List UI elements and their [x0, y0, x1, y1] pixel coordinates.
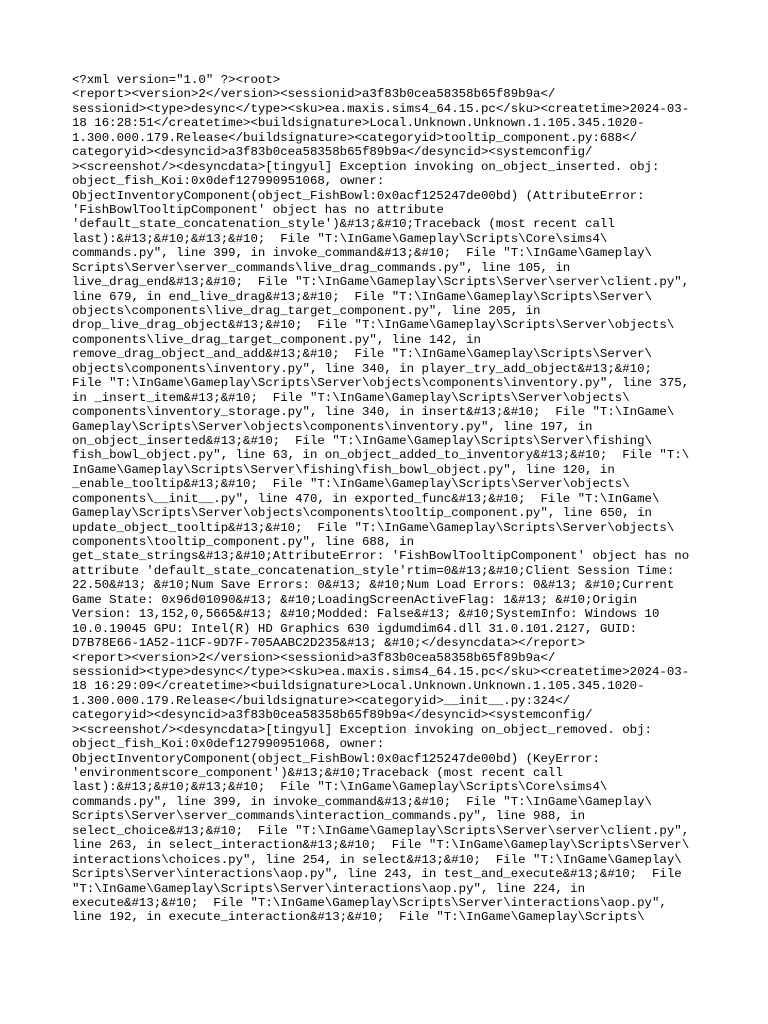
document-line: drop_live_drag_object&#13;&#10; File "T:\InGame\Gameplay\Scripts\Server\objects\	[72, 318, 675, 333]
document-line: _enable_tooltip&#13;&#10; File "T:\InGame\Gameplay\Scripts\Server\objects\	[72, 477, 630, 492]
document-line: commands.py", line 399, in invoke_command&#13;&#10; File "T:\InGame\Gameplay\	[72, 794, 652, 809]
document-line: object_fish_Koi:0x0def127990951068, owner:	[72, 174, 385, 189]
document-line: 1.300.000.179.Release</buildsignature><categoryid>__init__.py:324</	[72, 693, 571, 708]
document-line: 'FishBowlTooltipComponent' object has no attribute	[72, 202, 444, 217]
document-line: in _insert_item&#13;&#10; File "T:\InGame\Gameplay\Scripts\Server\objects\	[72, 390, 630, 405]
document-line: categoryid><desyncid>a3f83b0cea58358b65f89b9a</desyncid><systemconfig/	[72, 708, 593, 723]
document-line: Gameplay\Scripts\Server\objects\components\tooltip_component.py", line 650, in	[72, 506, 652, 521]
document-line: on_object_inserted&#13;&#10; File "T:\InGame\Gameplay\Scripts\Server\fishing\	[72, 433, 652, 448]
document-line: <report><version>2</version><sessionid>a3f83b0cea58358b65f89b9a</	[72, 650, 556, 665]
document-line: 10.0.19045 GPU: Intel(R) HD Graphics 630 igdumdim64.dll 31.0.101.2127, GUID:	[72, 621, 638, 636]
document-line: sessionid><type>desync</type><sku>ea.maxis.sims4_64.15.pc</sku><createtime>2024-03-	[72, 101, 690, 116]
document-line: 18 16:29:09</createtime><buildsignature>Local.Unknown.Unknown.1.105.345.1020-	[72, 679, 645, 694]
document-line: object_fish_Koi:0x0def127990951068, owner:	[72, 737, 385, 752]
document-line: last):&#13;&#10;&#13;&#10; File "T:\InGame\Gameplay\Scripts\Core\sims4\	[72, 231, 608, 246]
document-line: components\__init__.py", line 470, in exported_func&#13;&#10; File "T:\InGame\	[72, 491, 660, 506]
document-line: live_drag_end&#13;&#10; File "T:\InGame\Gameplay\Scripts\Server\server\client.py",	[72, 275, 690, 290]
document-line: fish_bowl_object.py", line 63, in on_object_added_to_inventory&#13;&#10; File "T:\	[72, 448, 690, 463]
document-line: "T:\InGame\Gameplay\Scripts\Server\interactions\aop.py", line 224, in	[72, 881, 586, 896]
document-line: Game State: 0x96d01090&#13; &#10;LoadingScreenActiveFlag: 1&#13; &#10;Origin	[72, 592, 638, 607]
document-line: D7B78E66-1A52-11CF-9D7F-705AABC2D235&#13; &#10;</desyncdata></report>	[72, 636, 586, 651]
document-line: objects\components\live_drag_target_component.py", line 205, in	[72, 304, 541, 318]
document-text	[72, 73, 712, 925]
document-line: line 679, in end_live_drag&#13;&#10; File "T:\InGame\Gameplay\Scripts\Server\	[72, 289, 652, 304]
document-line: line 263, in select_interaction&#13;&#10; File "T:\InGame\Gameplay\Scripts\Server\	[72, 838, 690, 853]
document-line: execute&#13;&#10; File "T:\InGame\Gameplay\Scripts\Server\interactions\aop.py",	[72, 895, 667, 910]
document-line: get_state_strings&#13;&#10;AttributeError: 'FishBowlTooltipComponent' object has no	[72, 549, 690, 564]
document-line: ObjectInventoryComponent(object_FishBowl:0x0acf125247de00bd) (KeyError:	[72, 751, 600, 766]
document-line: attribute 'default_state_concatenation_style'rtim=0&#13;&#10;Client Session Time:	[72, 563, 675, 578]
document-line: components\live_drag_target_component.py", line 142, in	[72, 332, 481, 347]
document-line: categoryid><desyncid>a3f83b0cea58358b65f89b9a</desyncid><systemconfig/	[72, 145, 593, 160]
document-line: ><screenshot/><desyncdata>[tingyul] Exception invoking on_object_inserted. obj:	[72, 159, 660, 174]
document-line: select_choice&#13;&#10; File "T:\InGame\Gameplay\Scripts\Server\server\client.py",	[72, 823, 690, 838]
document-line: objects\components\inventory.py", line 340, in player_try_add_object&#13;&#10;	[72, 361, 652, 376]
document-line: last):&#13;&#10;&#13;&#10; File "T:\InGame\Gameplay\Scripts\Core\sims4\	[72, 780, 608, 795]
document-line: File "T:\InGame\Gameplay\Scripts\Server\objects\components\inventory.py", line 375,	[72, 376, 690, 391]
document-line: ObjectInventoryComponent(object_FishBowl:0x0acf125247de00bd) (AttributeError:	[72, 188, 645, 203]
document-line: 'default_state_concatenation_style')&#13;&#10;Traceback (most recent call	[72, 217, 615, 232]
document-line: 22.50&#13; &#10;Num Save Errors: 0&#13; &#10;Num Load Errors: 0&#13; &#10;Current	[72, 578, 675, 593]
document-line: Scripts\Server\server_commands\interaction_commands.py", line 988, in	[72, 809, 586, 824]
document-line: 18 16:28:51</createtime><buildsignature>Local.Unknown.Unknown.1.105.345.1020-	[72, 116, 645, 131]
document-line: Gameplay\Scripts\Server\objects\components\inventory.py", line 197, in	[72, 419, 593, 434]
document-line: 'environmentscore_component')&#13;&#10;Traceback (most recent call	[72, 766, 563, 780]
document-line: line 192, in execute_interaction&#13;&#10; File "T:\InGame\Gameplay\Scripts\	[72, 910, 645, 925]
document-line: components\tooltip_component.py", line 688, in	[72, 535, 415, 549]
document-line: <report><version>2</version><sessionid>a3f83b0cea58358b65f89b9a</	[72, 87, 556, 102]
document-line: interactions\choices.py", line 254, in select&#13;&#10; File "T:\InGame\Gameplay\	[72, 852, 682, 867]
document-line: Version: 13,152,0,5665&#13; &#10;Modded: False&#13; &#10;SystemInfo: Windows 10	[72, 607, 660, 622]
document-line: Scripts\Server\server_commands\live_drag_commands.py", line 105, in	[72, 260, 571, 275]
document-line: remove_drag_object_and_add&#13;&#10; File "T:\InGame\Gameplay\Scripts\Server\	[72, 347, 652, 362]
document-line: commands.py", line 399, in invoke_command&#13;&#10; File "T:\InGame\Gameplay\	[72, 246, 652, 261]
document-line: InGame\Gameplay\Scripts\Server\fishing\fish_bowl_object.py", line 120, in	[72, 462, 615, 477]
document-line: sessionid><type>desync</type><sku>ea.maxis.sims4_64.15.pc</sku><createtime>2024-03-	[72, 664, 690, 679]
document-line: Scripts\Server\interactions\aop.py", line 243, in test_and_execute&#13;&#10; File	[72, 867, 682, 882]
document-line: update_object_tooltip&#13;&#10; File "T:\InGame\Gameplay\Scripts\Server\objects\	[72, 520, 675, 535]
document-line: <?xml version="1.0" ?><root>	[72, 73, 281, 87]
document-line: 1.300.000.179.Release</buildsignature><categoryid>tooltip_component.py:688</	[72, 130, 638, 145]
document-line: components\inventory_storage.py", line 340, in insert&#13;&#10; File "T:\InGame\	[72, 405, 675, 420]
document-line: ><screenshot/><desyncdata>[tingyul] Exception invoking on_object_removed. obj:	[72, 722, 652, 737]
